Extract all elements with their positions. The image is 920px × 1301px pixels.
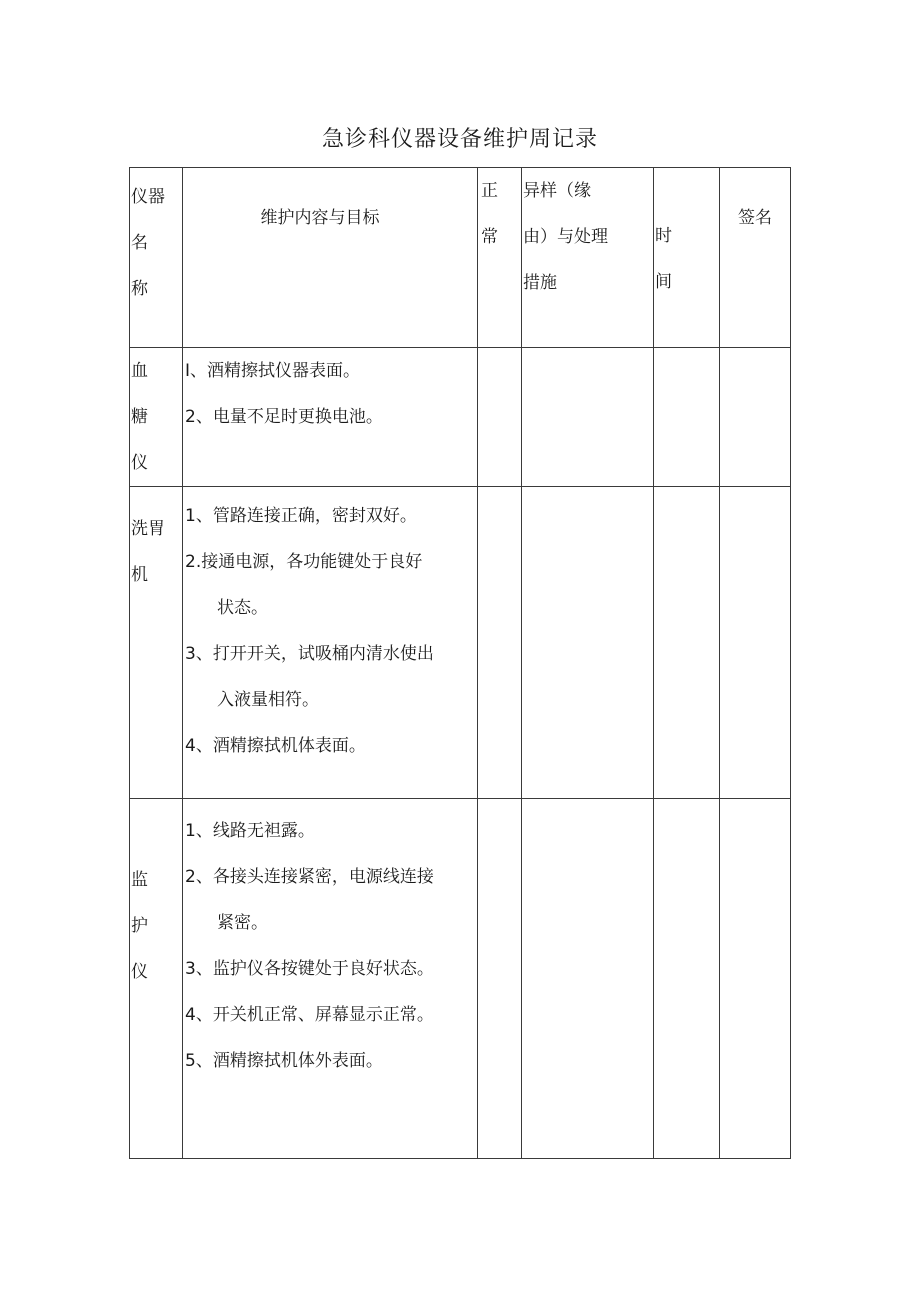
header-instrument-name [130,168,183,348]
maintenance-table [129,167,791,1159]
header-abnormal-line: 异样（缘 [523,181,591,201]
header-normal-line: 常 [481,227,498,247]
instrument-name-line: 监 [131,870,148,890]
signature-cell[interactable] [720,799,791,1159]
abnormal-cell[interactable] [522,348,654,487]
content-line: 1、线路无袒露。 [185,821,315,841]
header-content-label: 维护内容与目标 [260,208,380,228]
content-line: 2.接通电源，各功能键处于良好 [185,552,423,572]
instrument-name-line: 护 [131,916,148,936]
normal-cell[interactable] [478,487,522,799]
abnormal-cell[interactable] [522,487,654,799]
instrument-name-line: 机 [131,565,148,585]
content-line: 状态。 [217,598,268,618]
content-line: 3、打开开关，试吸桶内清水使出 [185,644,434,664]
maintenance-content-cell [183,348,478,487]
time-cell[interactable] [654,799,720,1159]
content-line: 3、监护仪各按键处于良好状态。 [185,959,434,979]
content-line: 紧密。 [217,913,268,933]
content-line: 入液量相符。 [217,690,319,710]
instrument-name-cell [130,487,183,799]
content-line: 2、各接头连接紧密，电源线连接 [185,867,434,887]
maintenance-content-cell [183,799,478,1159]
table-row [130,799,791,1159]
header-name-line: 称 [131,279,148,299]
header-name-line: 仪器 [131,187,165,207]
table-row [130,348,791,487]
header-signature-label: 签名 [738,208,772,228]
header-signature [720,168,791,348]
header-content [183,168,478,348]
page-title: 急诊科仪器设备维护周记录 [321,127,598,152]
header-time [654,168,720,348]
header-time-line: 间 [655,272,672,292]
time-cell[interactable] [654,348,720,487]
time-cell[interactable] [654,487,720,799]
abnormal-cell[interactable] [522,799,654,1159]
header-abnormal-line: 措施 [523,273,557,293]
table-row [130,487,791,799]
content-line: 1、管路连接正确，密封双好。 [185,506,417,526]
instrument-name-line: 糖 [131,407,148,427]
instrument-name-line: 仪 [131,962,148,982]
instrument-name-line: 洗胃 [131,519,165,539]
instrument-name-line: 仪 [131,453,148,473]
signature-cell[interactable] [720,348,791,487]
instrument-name-cell [130,799,183,1159]
maintenance-content-cell [183,487,478,799]
instrument-name-line: 血 [131,361,148,381]
header-time-line: 时 [655,226,672,246]
header-name-line: 名 [131,233,148,253]
content-line: I、酒精擦拭仪器表面。 [185,361,361,381]
instrument-name-cell [130,348,183,487]
header-abnormal-line: 由）与处理 [523,227,608,247]
content-line: 4、酒精擦拭机体表面。 [185,736,366,756]
content-line: 2、电量不足时更换电池。 [185,407,383,427]
header-abnormal [522,168,654,348]
header-normal [478,168,522,348]
header-row [130,168,791,348]
content-line: 4、开关机正常、屏幕显示正常。 [185,1005,434,1025]
normal-cell[interactable] [478,799,522,1159]
content-line: 5、酒精擦拭机体外表面。 [185,1051,383,1071]
signature-cell[interactable] [720,487,791,799]
header-normal-line: 正 [481,181,498,201]
normal-cell[interactable] [478,348,522,487]
